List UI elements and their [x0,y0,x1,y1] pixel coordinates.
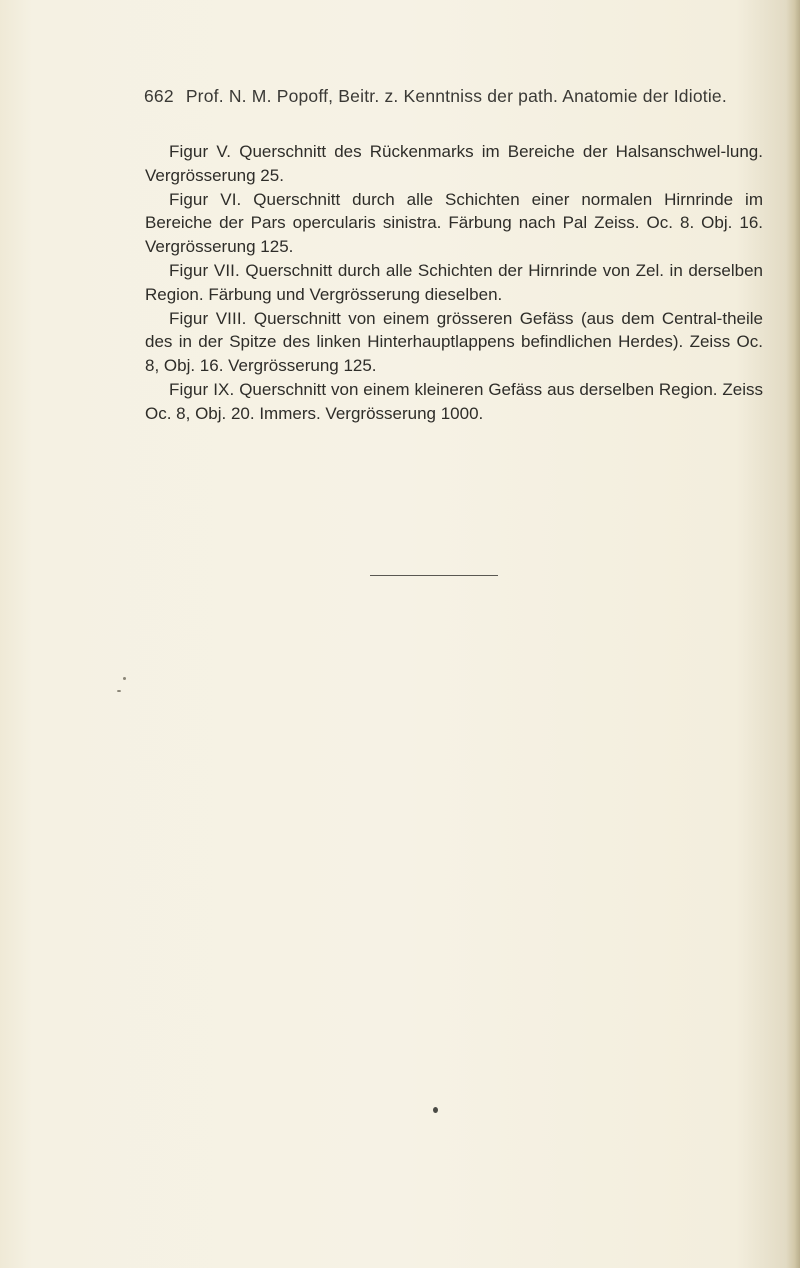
figure-legends [145,140,763,426]
section-divider [370,575,498,576]
figure-label: Figur VII. [169,260,240,280]
figure-description: Querschnitt von einem kleineren Gefäss aus derselben Region. Zeiss Oc. 8, Obj. 20. Immers. Vergrösserung 1000. [145,379,763,423]
figure-label: Figur V. [169,142,232,161]
figure-label: Figur IX. [169,379,235,399]
figure-legend-6 [145,188,763,259]
figure-label: Figur VI. [169,189,242,209]
ink-speck [433,1107,438,1113]
figure-description: Querschnitt durch alle Schichten einer normalen Hirnrinde im Bereiche der Pars opercularis sinistra. Färbung nach Pal Zeiss. Oc. 8. Obj. 16. Vergrösserung 125. [145,189,763,257]
figure-label: Figur VIII. [169,308,247,328]
figure-description: Querschnitt durch alle Schichten der Hirnrinde von Zel. in derselben Region. Färbung und Vergrösserung dieselben. [145,260,763,304]
figure-description: Querschnitt von einem grösseren Gefäss (aus dem Central-theile des in der Spitze des linken Hinterhauptlappens befindlichen Herdes). Zeiss Oc. 8, Obj. 16. Vergrösserung 125. [145,308,763,376]
running-title: Prof. N. M. Popoff, Beitr. z. Kenntniss der path. Anatomie der Idiotie. [185,86,727,106]
figure-legend-8 [145,307,763,378]
figure-legend-5 [145,140,763,188]
paper-blemish [117,690,121,692]
page-number: 662 [144,86,174,106]
running-head [144,86,774,107]
figure-legend-9 [145,378,763,426]
paper-blemish [123,677,126,680]
page-edge-shadow [786,0,800,1268]
figure-legend-7 [145,259,763,307]
figure-description: Querschnitt des Rückenmarks im Bereiche der Halsanschwel-lung. Vergrösserung 25. [145,142,763,185]
